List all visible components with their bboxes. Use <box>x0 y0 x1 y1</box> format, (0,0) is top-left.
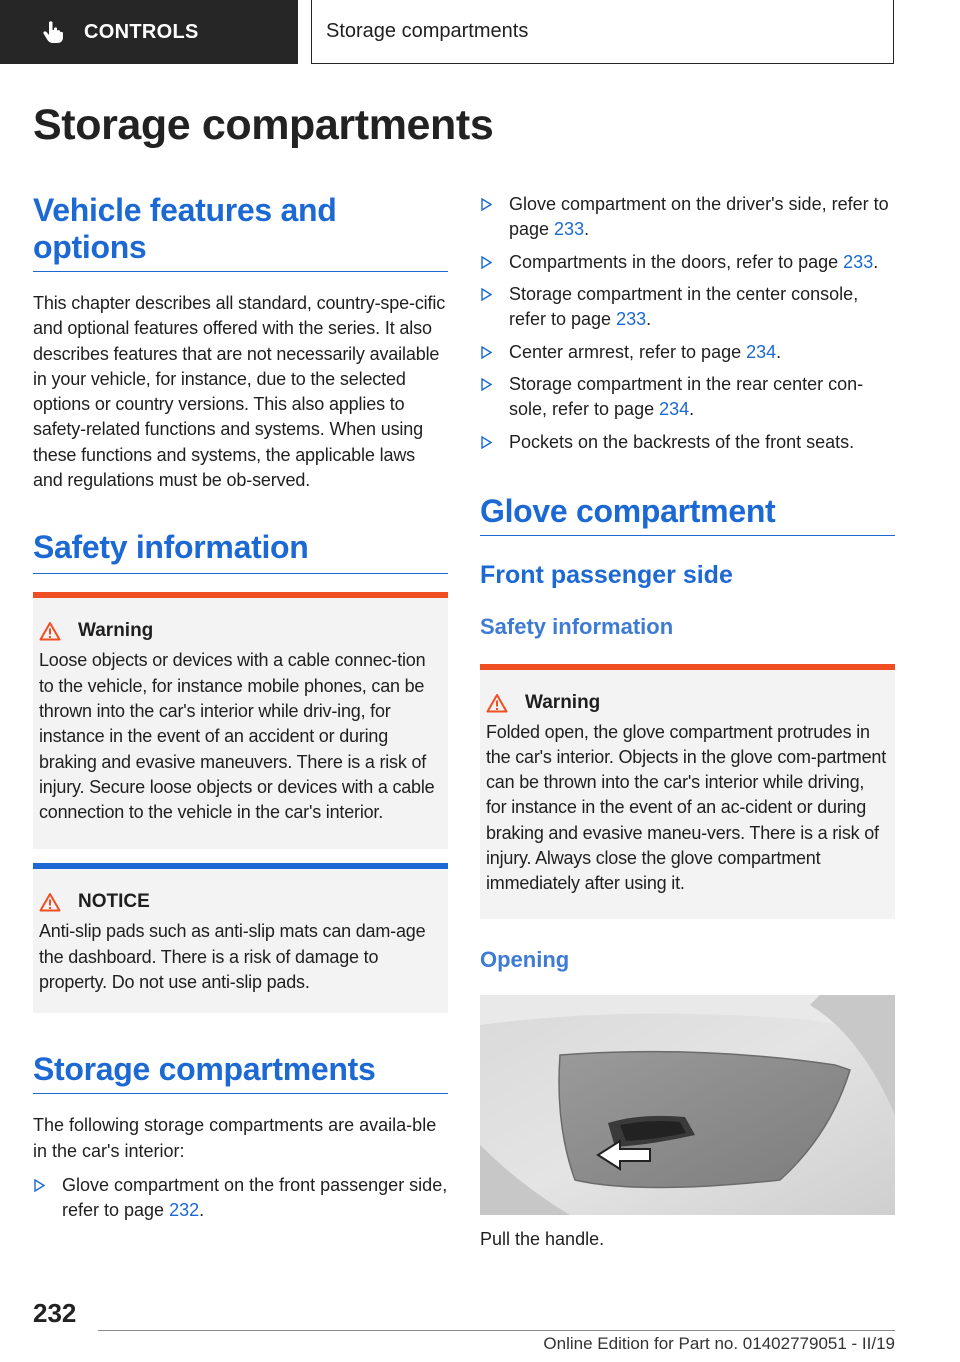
triangle-bullet-icon <box>34 1179 45 1192</box>
triangle-bullet-icon <box>481 378 492 391</box>
warning-box <box>33 592 448 849</box>
triangle-bullet-icon <box>481 256 492 269</box>
notice-title <box>39 891 442 913</box>
notice-box <box>33 863 448 1013</box>
page-link[interactable]: 233 <box>843 251 874 272</box>
page-title: Storage compartments <box>33 101 494 149</box>
heading-glove-compartment: Glove compartment <box>480 493 895 536</box>
heading-front-passenger-side: Front passenger side <box>480 560 733 589</box>
page-link[interactable]: 233 <box>616 309 647 329</box>
warning-title-text: Warning <box>78 620 154 642</box>
image-caption: Pull the handle. <box>480 1228 605 1249</box>
list-item: Center armrest, refer to page 234. <box>480 340 895 365</box>
right-column <box>480 192 895 1252</box>
triangle-bullet-icon <box>481 346 492 359</box>
warning-text: Folded open, the glove compartment protrudes in the car's interior. Objects in the glove com-partment can be thrown into the car's interior while driving, for instance in the event of an ac-cident or during braking and evasive maneu-vers. There is a risk of injury. Always close the glove compartment immediately after using it. <box>486 721 887 894</box>
heading-safety-information-sub: Safety information <box>480 613 674 639</box>
warning-triangle-icon <box>39 892 61 912</box>
heading-storage-compartments: Storage compartments <box>33 1051 448 1094</box>
heading-opening: Opening <box>480 946 570 972</box>
hand-pointer-icon <box>40 19 66 45</box>
edition-info: Online Edition for Part no. 01402779051 - II/19 <box>543 1334 895 1353</box>
heading-safety-information: Safety information <box>33 529 448 574</box>
chapter-label: CONTROLS <box>84 20 199 43</box>
list-item: Pockets on the backrests of the front seats. <box>480 430 895 455</box>
triangle-bullet-icon <box>481 288 492 301</box>
page-link[interactable]: 233 <box>554 219 585 239</box>
warning-title <box>486 692 889 714</box>
list-item: Glove compartment on the front passenger side, refer to page 232. <box>33 1173 448 1223</box>
heading-vehicle-features: Vehicle features and options <box>33 192 448 272</box>
paragraph-storage: The following storage compartments are availa-ble in the car's interior: <box>33 1115 437 1161</box>
triangle-bullet-icon <box>481 198 492 211</box>
storage-list-left <box>33 1173 448 1223</box>
list-item: Storage compartment in the rear center con-sole, refer to page 234. <box>480 372 895 422</box>
list-item: Glove compartment on the driver's side, refer to page 233. <box>480 192 895 242</box>
notice-text: Anti-slip pads such as anti-slip mats can dam-age the dashboard. There is a risk of damage to property. Do not use anti-slip pads. <box>39 921 426 993</box>
page-link[interactable]: 232 <box>169 1199 200 1220</box>
left-column <box>33 192 448 1230</box>
warning-title-text: Warning <box>525 691 601 713</box>
paragraph-features: This chapter describes all standard, country-spe-cific and optional features offered with the series. It also describes features that are not necessarily available in your vehicle, for instance, due to the selected options or country versions. This also applies to safety-related functions and systems. When using these functions and systems, the applicable laws and regulations must be ob-served. <box>33 293 446 491</box>
warning-box-glove <box>480 664 895 919</box>
section-label: Storage compartments <box>326 20 529 42</box>
glove-compartment-photo <box>480 995 895 1215</box>
list-item: Compartments in the doors, refer to page 233. <box>480 250 895 275</box>
page-number: 232 <box>33 1298 77 1328</box>
triangle-bullet-icon <box>481 436 492 449</box>
notice-title-text: NOTICE <box>78 891 150 913</box>
footer-divider <box>98 1330 895 1331</box>
warning-triangle-icon <box>486 693 508 713</box>
section-tab <box>311 0 894 64</box>
warning-triangle-icon <box>39 621 61 641</box>
page-link[interactable]: 234 <box>746 341 777 362</box>
chapter-tab <box>0 0 298 64</box>
page-link[interactable]: 234 <box>659 399 690 419</box>
warning-text: Loose objects or devices with a cable connec-tion to the vehicle, for instance mobile phones, can be thrown into the car's interior while driv-ing, for instance in the event of an accident or during braking and evasive maneuvers. There is a risk of injury. Secure loose objects or devices with a cable connection to the vehicle in the car's interior. <box>39 650 435 823</box>
storage-list-right <box>480 192 895 455</box>
list-item: Storage compartment in the center console, refer to page 233. <box>480 282 895 332</box>
warning-title <box>39 620 442 642</box>
